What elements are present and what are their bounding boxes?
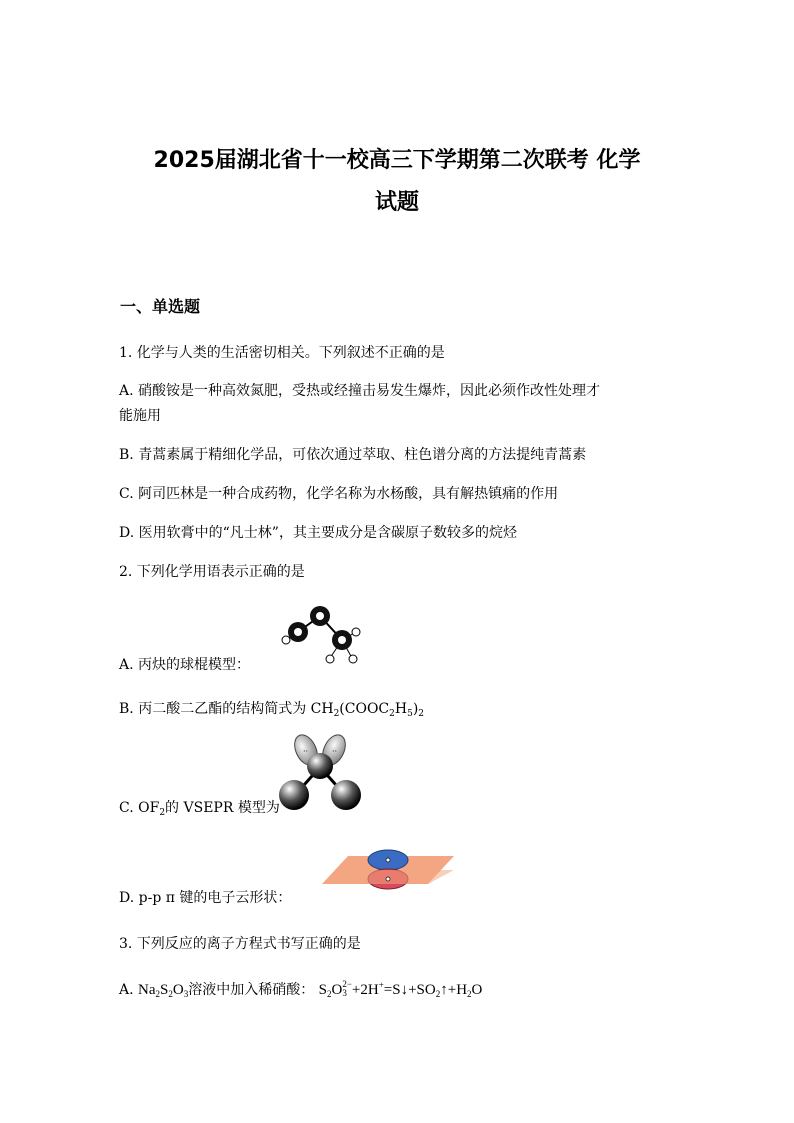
q1-option-a-line1: A. 硝酸铵是一种高效氮肥，受热或经撞击易发生爆炸，因此必须作改性处理才	[119, 383, 601, 399]
of2-vsepr-model	[278, 732, 362, 812]
q1-option-d: D. 医用软膏中的“凡士林”，其主要成分是含碳原子数较多的烷烃	[119, 525, 517, 541]
q2-option-b: B. 丙二酸二乙酯的结构简式为 $CH_2(COOC_2H_5)_2$	[119, 701, 425, 719]
q2-option-d: D. p-p π 键的电子云形状：	[119, 890, 292, 906]
q3-option-a: A. $Na_2S_2O_3$溶液中加入稀硝酸： $S_2O$ 2− 3 $+2H^+=S↓+SO_2↑+H_2O$	[119, 979, 483, 999]
pi-bond-electron-cloud	[322, 848, 456, 892]
ionic-equation: $S_2O$ 2− 3 $+2H^+=S↓+SO_2↑+H_2O$	[318, 979, 483, 999]
q2-stem: 2. 下列化学用语表示正确的是	[119, 564, 305, 580]
section-heading: 一、单选题	[120, 297, 201, 316]
q2-option-c: C. $OF_2$的 VSEPR 模型为	[119, 800, 280, 818]
q1-option-c: C. 阿司匹林是一种合成药物，化学名称为水杨酸，具有解热镇痛的作用	[119, 486, 559, 502]
svg-text:··: ··	[303, 747, 309, 756]
q1-option-a-line2: 能施用	[119, 408, 161, 424]
exam-title-line2: 试题	[374, 190, 419, 215]
propyne-ball-stick-model	[276, 602, 366, 668]
q1-option-b: B. 青蒿素属于精细化学品，可依次通过萃取、柱色谱分离的方法提纯青蒿素	[119, 447, 587, 463]
svg-text:··: ··	[332, 747, 338, 756]
q2-option-a: A. 丙炔的球棍模型：	[119, 657, 251, 673]
exam-title-line1: 2025届湖北省十一校高三下学期第二次联考 化学	[153, 148, 641, 173]
q3-stem: 3. 下列反应的离子方程式书写正确的是	[119, 936, 361, 952]
q1-stem: 1. 化学与人类的生活密切相关。下列叙述不正确的是	[119, 345, 445, 361]
sodium-thiosulfate-formula: $Na_2S_2O_3$	[138, 982, 189, 999]
